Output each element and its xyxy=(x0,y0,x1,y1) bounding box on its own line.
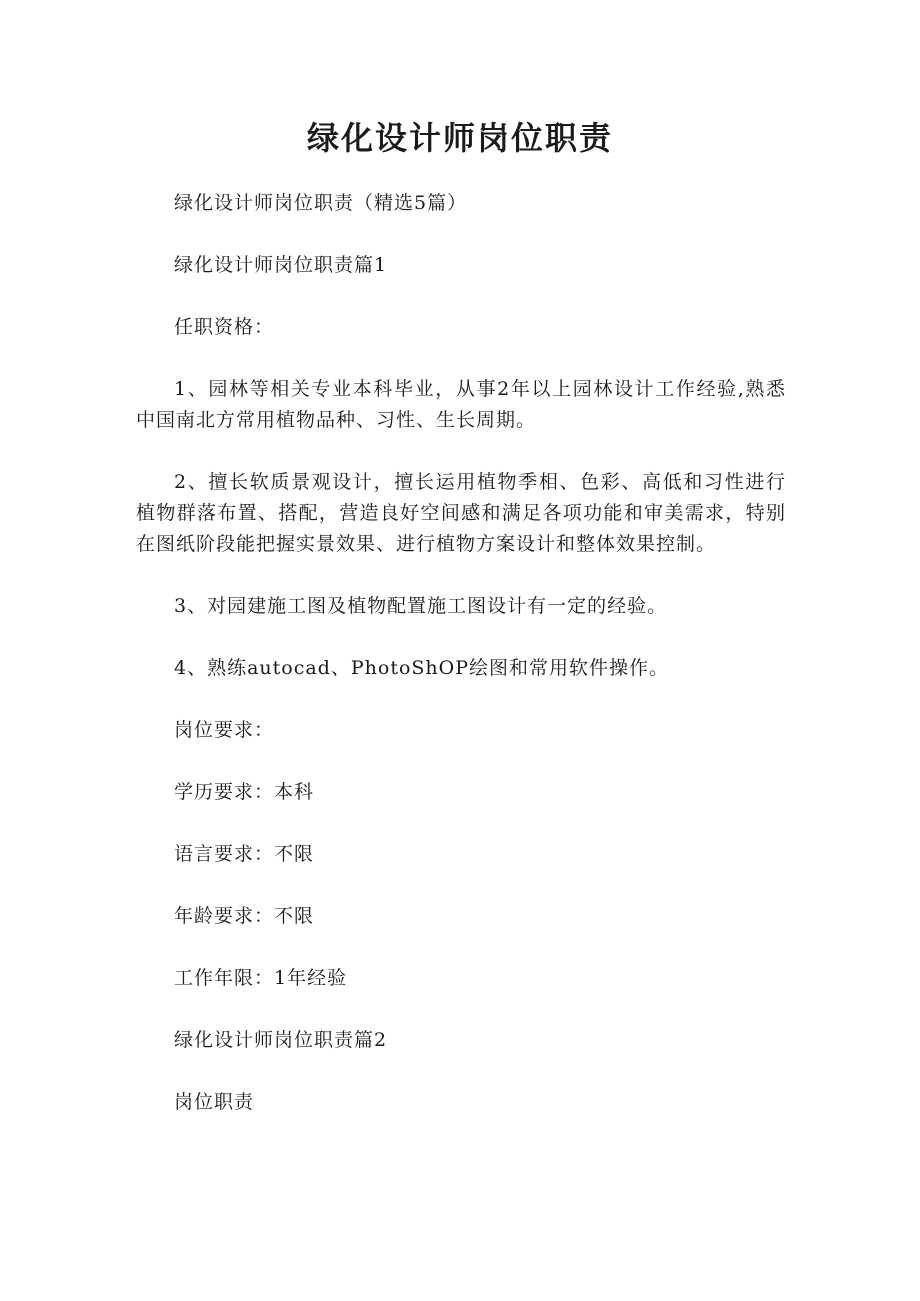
section-heading-1: 绿化设计师岗位职责篇1 xyxy=(174,254,388,276)
qualification-item-1: 1、园林等相关专业本科毕业，从事2年以上园林设计工作经验,熟悉中国南北方常用植物品种、习性、生长周期。 xyxy=(136,378,786,431)
document-body xyxy=(136,188,786,1149)
requirements-heading: 岗位要求： xyxy=(174,719,275,741)
requirement-age: 年龄要求：不限 xyxy=(174,905,315,927)
qualification-item-4: 4、熟练autocad、PhotoShOP绘图和常用软件操作。 xyxy=(174,657,670,679)
section-heading-2: 绿化设计师岗位职责篇2 xyxy=(174,1029,388,1051)
qualification-item-3: 3、对园建施工图及植物配置施工图设计有一定的经验。 xyxy=(174,595,668,617)
requirement-experience: 工作年限：1年经验 xyxy=(174,967,348,989)
requirement-education: 学历要求：本科 xyxy=(174,781,315,803)
subtitle-paragraph: 绿化设计师岗位职责（精选5篇） xyxy=(174,192,468,214)
qualification-item-2: 2、擅长软质景观设计，擅长运用植物季相、色彩、高低和习性进行植物群落布置、搭配，营造良好空间感和满足各项功能和审美需求，特别在图纸阶段能把握实景效果、进行植物方案设计和整体效果控制。 xyxy=(136,471,786,555)
qualifications-heading: 任职资格： xyxy=(174,316,275,338)
requirement-language: 语言要求：不限 xyxy=(174,843,315,865)
responsibilities-heading: 岗位职责 xyxy=(174,1091,255,1113)
document-title: 绿化设计师岗位职责 xyxy=(306,119,613,157)
